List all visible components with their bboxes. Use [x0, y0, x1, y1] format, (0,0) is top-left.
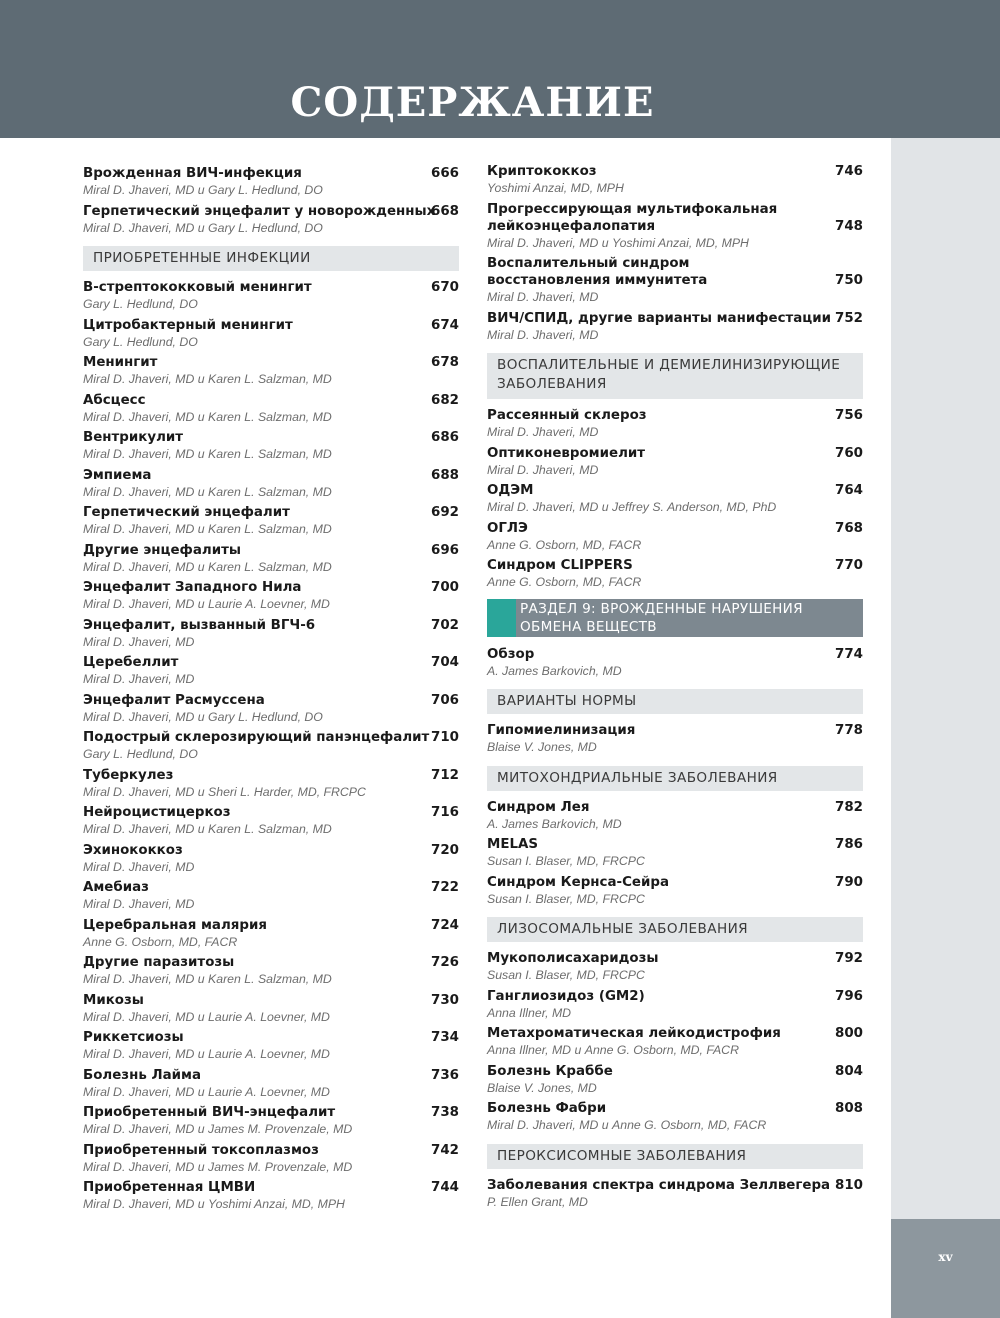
entry-title: Заболевания спектра синдрома Зеллвегера [487, 1177, 831, 1193]
entry-authors: Miral D. Jhaveri, MD и Laurie A. Loevner, MD [83, 597, 330, 611]
entry-authors: Miral D. Jhaveri, MD и Gary L. Hedlund, DO [83, 183, 323, 197]
entry-page-number: 796 [835, 988, 863, 1004]
entry-title: Энцефалит Расмуссена [83, 692, 265, 708]
toc-entry[interactable] [83, 992, 459, 1030]
toc-entry[interactable] [487, 799, 863, 837]
entry-title: Менингит [83, 355, 158, 370]
entry-authors: Miral D. Jhaveri, MD и Karen L. Salzman, MD [83, 372, 332, 386]
toc-entry[interactable] [83, 1104, 459, 1142]
entry-page-number: 674 [431, 317, 459, 333]
entry-authors: Yoshimi Anzai, MD, MPH [487, 181, 624, 195]
toc-entry[interactable] [83, 692, 459, 730]
entry-authors: Miral D. Jhaveri, MD и Sheri L. Harder, MD, FRCPC [83, 784, 366, 799]
entry-title: Церебральная малярия [83, 917, 267, 933]
toc-group-acquired [83, 279, 459, 1217]
section-header-lysosomal: ЛИЗОСОМАЛЬНЫЕ ЗАБОЛЕВАНИЯ [487, 917, 863, 942]
entry-page-number: 688 [431, 467, 459, 483]
entry-page-number: 670 [431, 280, 459, 295]
entry-page-number: 750 [835, 273, 863, 288]
entry-page-number: 730 [431, 992, 459, 1008]
entry-title: Приобретенная ЦМВИ [83, 1180, 256, 1195]
entry-authors: A. James Barkovich, MD [487, 663, 622, 678]
entry-page-number: 774 [835, 646, 863, 662]
entry-title: Вентрикулит [83, 430, 184, 445]
entry-page-number: 678 [431, 355, 459, 370]
entry-title: Гипомиелинизация [487, 723, 636, 738]
entry-page-number: 770 [835, 558, 863, 573]
entry-title: Абсцесс [83, 392, 146, 408]
toc-entry[interactable] [487, 482, 863, 520]
entry-authors: Miral D. Jhaveri, MD и Gary L. Hedlund, DO [83, 220, 323, 235]
toc-entry[interactable] [487, 950, 863, 988]
entry-page-number: 786 [835, 837, 863, 852]
toc-entry[interactable] [487, 310, 863, 348]
entry-page-number: 720 [431, 842, 459, 858]
entry-page-number: 704 [431, 655, 459, 670]
entry-page-number: 804 [835, 1063, 863, 1079]
entry-title: ВИЧ/СПИД, другие варианты манифестации [487, 310, 831, 326]
toc-entry[interactable] [83, 504, 459, 542]
toc-column-left [83, 165, 459, 1217]
toc-entry[interactable] [83, 842, 459, 880]
toc-entry[interactable] [487, 407, 863, 445]
entry-authors: P. Ellen Grant, MD [487, 1194, 588, 1209]
page-number: xv [938, 1250, 953, 1264]
entry-page-number: 722 [431, 880, 459, 895]
entry-title: Энцефалит Западного Нила [83, 580, 302, 595]
entry-title: Эхинококкоз [83, 842, 183, 858]
entry-page-number: 808 [835, 1101, 863, 1116]
entry-page-number: 682 [431, 392, 459, 408]
entry-authors: Miral D. Jhaveri, MD и Laurie A. Loevner, MD [83, 1084, 330, 1099]
entry-authors: Anne G. Osborn, MD, FACR [487, 575, 642, 589]
toc-entry[interactable] [83, 617, 459, 655]
entry-title: Энцефалит, вызванный ВГЧ-6 [83, 617, 316, 633]
toc-entry[interactable] [83, 1142, 459, 1180]
entry-title: Воспалительный синдром восстановления иммунитета [487, 256, 708, 288]
entry-title: B-стрептококковый менингит [83, 280, 312, 295]
entry-authors: Miral D. Jhaveri, MD и James M. Provenzale, MD [83, 1122, 353, 1136]
entry-authors: Miral D. Jhaveri, MD и Karen L. Salzman, MD [83, 559, 332, 574]
entry-title: Приобретенный токсоплазмоз [83, 1142, 319, 1158]
toc-entry[interactable] [83, 729, 459, 767]
toc-entry[interactable] [487, 722, 863, 760]
entry-page-number: 800 [835, 1026, 863, 1041]
toc-entry[interactable] [487, 445, 863, 483]
entry-page-number: 810 [835, 1177, 863, 1193]
toc-entry[interactable] [83, 579, 459, 617]
entry-page-number: 734 [431, 1030, 459, 1045]
toc-entry[interactable] [487, 520, 863, 558]
entry-page-number: 760 [835, 445, 863, 461]
entry-page-number: 700 [431, 580, 459, 595]
entry-page-number: 716 [431, 805, 459, 820]
part-tab-marker [487, 599, 516, 637]
entry-page-number: 742 [431, 1142, 459, 1158]
toc-entry[interactable] [83, 542, 459, 580]
entry-authors: Blaise V. Jones, MD [487, 1080, 597, 1095]
entry-authors: Miral D. Jhaveri, MD и Laurie A. Loevner, MD [83, 1047, 330, 1061]
entry-title: Мукополисахаридозы [487, 951, 659, 966]
toc-entry[interactable] [83, 954, 459, 992]
toc-entry[interactable] [83, 317, 459, 355]
toc-entry[interactable] [83, 1067, 459, 1105]
entry-page-number: 778 [835, 723, 863, 738]
entry-authors: Miral D. Jhaveri, MD [83, 859, 195, 874]
entry-title: Подострый склерозирующий панэнцефалит [83, 730, 430, 745]
toc-entry[interactable] [487, 988, 863, 1026]
entry-page-number: 746 [835, 164, 863, 179]
entry-authors: Miral D. Jhaveri, MD и Karen L. Salzman, MD [83, 522, 332, 536]
toc-entry[interactable] [487, 1100, 863, 1138]
entry-page-number: 768 [835, 520, 863, 536]
toc-group-lysosomal [487, 950, 863, 1138]
entry-title: Оптиконевромиелит [487, 445, 646, 461]
entry-title: Герпетический энцефалит у новорожденных [83, 203, 436, 219]
toc-entry[interactable] [83, 354, 459, 392]
entry-page-number: 752 [835, 310, 863, 326]
part-title: РАЗДЕЛ 9: ВРОЖДЕННЫЕ НАРУШЕНИЯ ОБМЕНА ВЕЩЕСТВ [520, 600, 803, 635]
entry-authors: Miral D. Jhaveri, MD [83, 897, 195, 911]
toc-group-hiv [487, 163, 863, 347]
entry-authors: Anna Illner, MD [487, 1005, 572, 1020]
entry-authors: Susan I. Blaser, MD, FRCPC [487, 968, 645, 982]
toc-entry[interactable] [83, 467, 459, 505]
entry-authors: Miral D. Jhaveri, MD [83, 672, 195, 686]
entry-title: Прогрессирующая мультифокальная лейкоэнцефалопатия [487, 201, 778, 234]
toc-entry[interactable] [83, 1029, 459, 1067]
entry-page-number: 764 [835, 483, 863, 498]
page-title: СОДЕРЖАНИЕ [290, 79, 655, 126]
entry-title: Синдром CLIPPERS [487, 558, 633, 573]
entry-page-number: 692 [431, 505, 459, 520]
toc-group-normal-variants [487, 722, 863, 760]
toc-entry[interactable] [83, 804, 459, 842]
entry-title: Микозы [83, 992, 144, 1008]
toc-group-congenital [83, 165, 459, 240]
entry-authors: Miral D. Jhaveri, MD и Karen L. Salzman, MD [83, 409, 332, 424]
side-bar [891, 138, 1000, 1318]
entry-authors: Anne G. Osborn, MD, FACR [487, 537, 642, 552]
entry-title: Церебеллит [83, 655, 179, 670]
entry-page-number: 666 [431, 166, 459, 181]
toc-entry[interactable] [83, 279, 459, 317]
toc-entry[interactable] [487, 557, 863, 595]
entry-title: Герпетический энцефалит [83, 505, 290, 520]
entry-page-number: 748 [835, 218, 863, 234]
entry-authors: Miral D. Jhaveri, MD [487, 462, 599, 477]
entry-title: Обзор [487, 646, 535, 662]
entry-page-number: 712 [431, 767, 459, 783]
entry-page-number: 744 [431, 1180, 459, 1195]
toc-entry[interactable] [487, 255, 863, 310]
entry-page-number: 706 [431, 692, 459, 708]
entry-title: Рассеянный склероз [487, 408, 647, 423]
entry-authors: Susan I. Blaser, MD, FRCPC [487, 854, 645, 868]
entry-authors: Miral D. Jhaveri, MD и Anne G. Osborn, MD, FACR [487, 1118, 767, 1132]
toc-entry[interactable] [83, 917, 459, 955]
entry-authors: Miral D. Jhaveri, MD [487, 327, 599, 342]
entry-page-number: 738 [431, 1105, 459, 1120]
entry-authors: Miral D. Jhaveri, MD и Yoshimi Anzai, MD, MPH [83, 1197, 345, 1211]
entry-title: Ганглиозидоз (GM2) [487, 988, 645, 1004]
toc-entry[interactable] [487, 836, 863, 874]
entry-title: ОДЭМ [487, 483, 534, 498]
entry-authors: Gary L. Hedlund, DO [83, 334, 198, 349]
entry-title: Болезнь Краббе [487, 1063, 613, 1079]
entry-page-number: 790 [835, 874, 863, 890]
entry-title: Синдром Лея [487, 799, 590, 815]
entry-title: MELAS [487, 837, 539, 852]
entry-page-number: 686 [431, 430, 459, 445]
toc-entry[interactable] [487, 163, 863, 201]
entry-page-number: 756 [835, 408, 863, 423]
toc-entry[interactable] [83, 203, 459, 241]
entry-title: Болезнь Фабри [487, 1101, 607, 1116]
entry-authors: Miral D. Jhaveri, MD и Karen L. Salzman, MD [83, 484, 332, 499]
toc-group-demyelinating [487, 407, 863, 595]
entry-title: ОГЛЭ [487, 520, 528, 536]
entry-authors: Blaise V. Jones, MD [487, 740, 597, 754]
entry-authors: Gary L. Hedlund, DO [83, 297, 198, 311]
entry-page-number: 724 [431, 917, 459, 933]
toc-group-mitochondrial [487, 799, 863, 912]
toc-entry[interactable] [83, 392, 459, 430]
section-header-mitochondrial: МИТОХОНДРИАЛЬНЫЕ ЗАБОЛЕВАНИЯ [487, 766, 863, 791]
entry-authors: Miral D. Jhaveri, MD и Karen L. Salzman, MD [83, 972, 332, 986]
entry-title: Синдром Кернса-Сейра [487, 874, 669, 890]
toc-group-part9 [487, 646, 863, 684]
entry-page-number: 702 [431, 617, 459, 633]
toc-column-right [487, 163, 863, 1214]
entry-authors: Miral D. Jhaveri, MD и James M. Provenzale, MD [83, 1159, 353, 1174]
toc-entry[interactable] [487, 646, 863, 684]
side-bar-bottom [891, 1219, 1000, 1318]
toc-group-peroxisomal [487, 1177, 863, 1215]
toc-entry[interactable] [487, 1063, 863, 1101]
entry-title: Эмпиема [83, 467, 152, 483]
entry-authors: Miral D. Jhaveri, MD [487, 425, 599, 439]
entry-title: Нейроцистицеркоз [83, 805, 231, 820]
section-header-peroxisomal: ПЕРОКСИСОМНЫЕ ЗАБОЛЕВАНИЯ [487, 1144, 863, 1169]
entry-authors: Miral D. Jhaveri, MD [487, 290, 599, 304]
toc-entry[interactable] [83, 767, 459, 805]
entry-page-number: 696 [431, 542, 459, 558]
entry-page-number: 792 [835, 951, 863, 966]
entry-title: Болезнь Лайма [83, 1067, 201, 1083]
entry-title: Амебиаз [83, 880, 149, 895]
section-header-demyelinating: ВОСПАЛИТЕЛЬНЫЕ И ДЕМИЕЛИНИЗИРУЮЩИЕ ЗАБОЛЕВАНИЯ [487, 353, 863, 399]
toc-entry[interactable] [83, 654, 459, 692]
entry-title: Врожденная ВИЧ-инфекция [83, 166, 302, 181]
entry-authors: A. James Barkovich, MD [487, 816, 622, 831]
entry-title: Другие паразитозы [83, 955, 235, 970]
toc-entry[interactable] [83, 429, 459, 467]
toc-entry[interactable] [83, 165, 459, 203]
toc-entry[interactable] [487, 1177, 863, 1215]
toc-entry[interactable] [487, 874, 863, 912]
entry-authors: Miral D. Jhaveri, MD и Karen L. Salzman, MD [83, 822, 332, 836]
entry-title: Туберкулез [83, 767, 174, 783]
section-header-acquired: ПРИОБРЕТЕННЫЕ ИНФЕКЦИИ [83, 246, 459, 271]
toc-entry[interactable] [487, 201, 863, 256]
entry-authors: Susan I. Blaser, MD, FRCPC [487, 891, 645, 906]
entry-title: Риккетсиозы [83, 1030, 184, 1045]
entry-title: Криптококкоз [487, 164, 597, 179]
toc-entry[interactable] [83, 1179, 459, 1217]
entry-authors: Anne G. Osborn, MD, FACR [83, 934, 238, 949]
entry-authors: Miral D. Jhaveri, MD [83, 634, 195, 649]
entry-page-number: 726 [431, 955, 459, 970]
part-header-9 [487, 599, 863, 637]
entry-authors: Miral D. Jhaveri, MD и Gary L. Hedlund, DO [83, 709, 323, 724]
entry-page-number: 736 [431, 1067, 459, 1083]
entry-page-number: 710 [431, 730, 459, 745]
entry-authors: Anna Illner, MD и Anne G. Osborn, MD, FACR [487, 1043, 739, 1057]
entry-page-number: 668 [431, 203, 459, 219]
toc-entry[interactable] [83, 879, 459, 917]
entry-authors: Miral D. Jhaveri, MD и Yoshimi Anzai, MD, MPH [487, 235, 749, 250]
toc-entry[interactable] [487, 1025, 863, 1063]
section-header-normal-variants: ВАРИАНТЫ НОРМЫ [487, 689, 863, 714]
entry-title: Метахроматическая лейкодистрофия [487, 1026, 781, 1041]
entry-authors: Miral D. Jhaveri, MD и Jeffrey S. Anderson, MD, PhD [487, 500, 777, 514]
entry-title: Цитробактерный менингит [83, 317, 293, 333]
entry-authors: Miral D. Jhaveri, MD и Karen L. Salzman, MD [83, 447, 332, 461]
entry-title: Другие энцефалиты [83, 542, 241, 558]
entry-authors: Miral D. Jhaveri, MD и Laurie A. Loevner, MD [83, 1009, 330, 1024]
entry-page-number: 782 [835, 799, 863, 815]
entry-authors: Gary L. Hedlund, DO [83, 747, 198, 761]
entry-title: Приобретенный ВИЧ-энцефалит [83, 1105, 336, 1120]
